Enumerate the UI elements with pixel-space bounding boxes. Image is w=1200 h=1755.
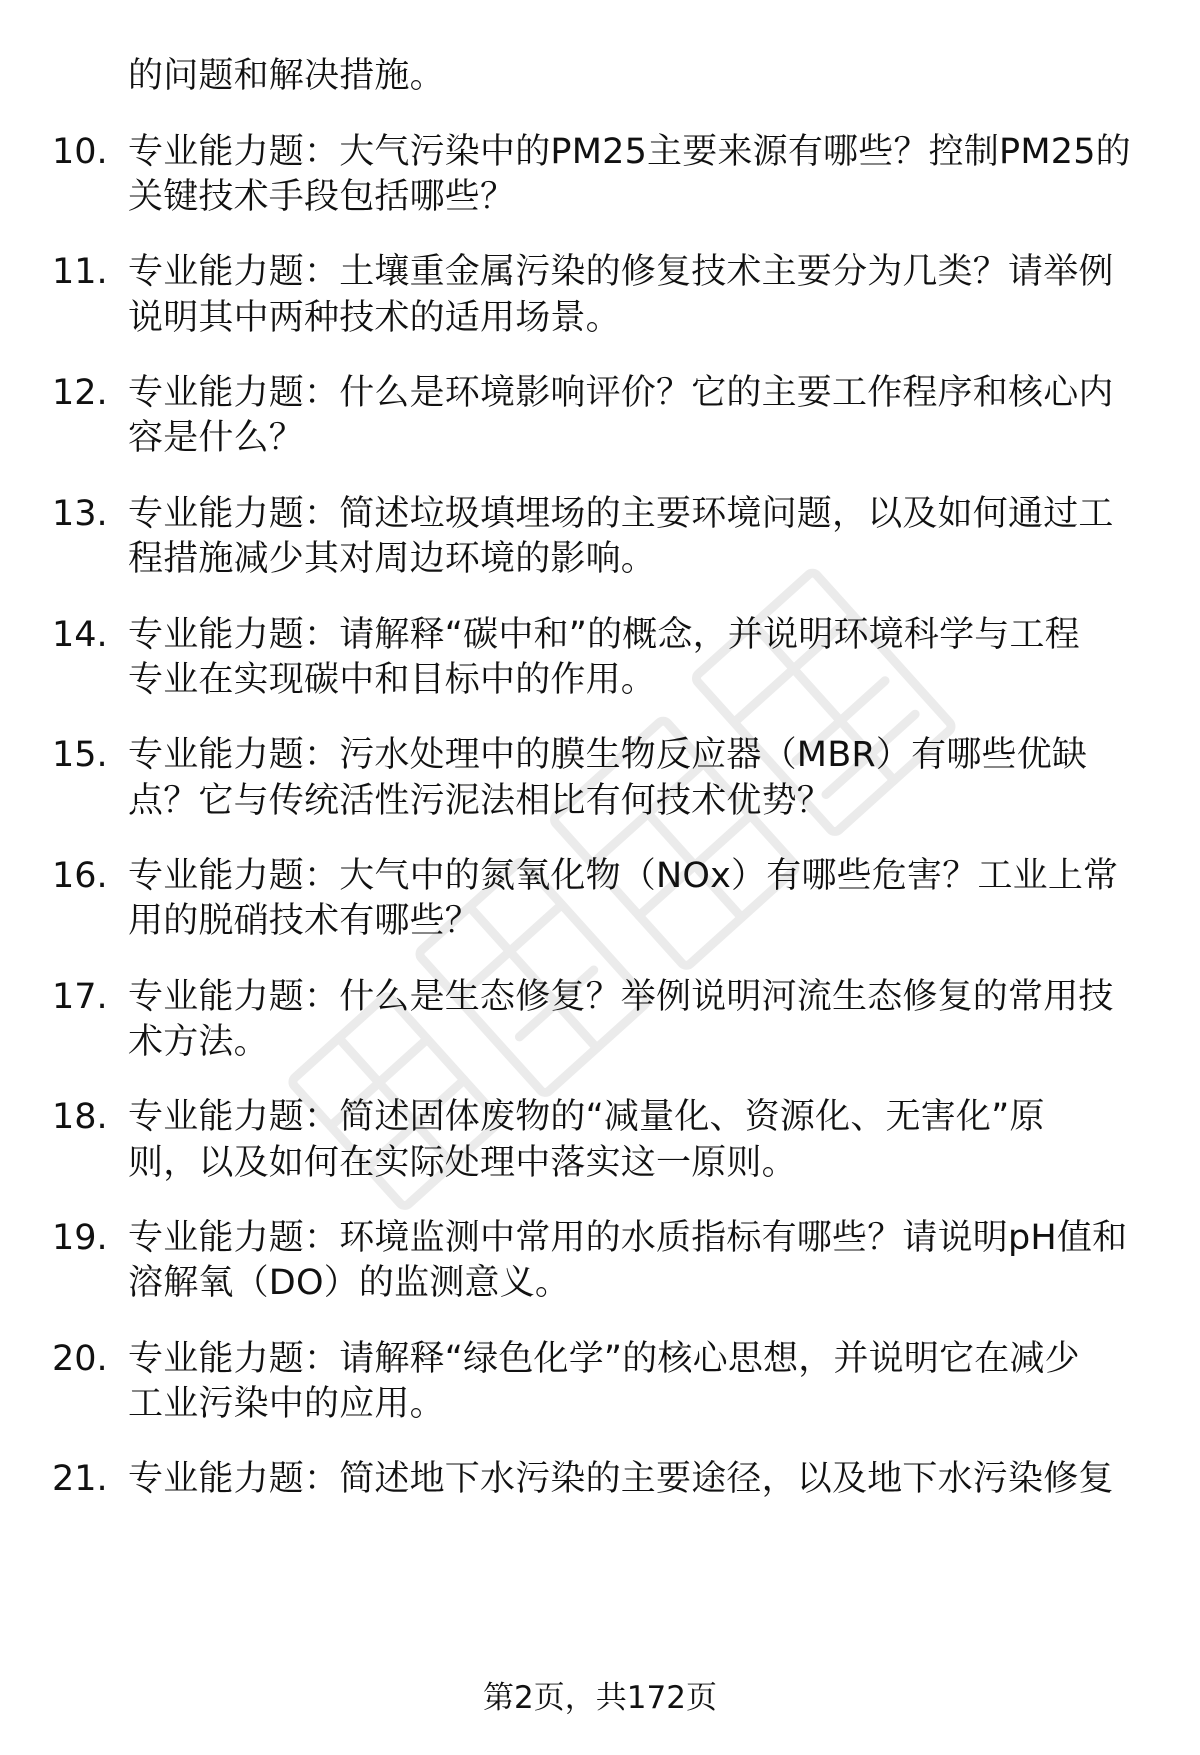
item-number: 21. <box>52 1459 108 1499</box>
item-number: 10. <box>52 132 108 172</box>
item-text-line: 专业能力题：请解释“碳中和”的概念，并说明环境科学与工程 <box>128 615 1080 655</box>
item-text-line: 程措施减少其对周边环境的影响。 <box>128 539 657 579</box>
item-text-line: 点？它与传统活性污泥法相比有何技术优势？ <box>128 781 833 821</box>
page-footer: 第2页，共172页 <box>483 1680 717 1716</box>
item-text-line: 专业在实现碳中和目标中的作用。 <box>128 660 657 700</box>
item-text-line: 专业能力题：什么是生态修复？举例说明河流生态修复的常用技 <box>128 977 1114 1017</box>
item-text-line: 专业能力题：大气中的氮氧化物（NOx）有哪些危害？工业上常 <box>128 856 1119 896</box>
item-text-line: 专业能力题：污水处理中的膜生物反应器（MBR）有哪些优缺 <box>128 735 1088 775</box>
item-number: 11. <box>52 252 108 292</box>
item-number: 19. <box>52 1218 108 1258</box>
item-text-line: 专业能力题：简述垃圾填埋场的主要环境问题，以及如何通过工 <box>128 494 1114 534</box>
item-number: 16. <box>52 856 108 896</box>
item-text-line: 工业污染中的应用。 <box>128 1384 445 1424</box>
continuation-text: 的问题和解决措施。 <box>128 56 445 96</box>
item-text-line: 则，以及如何在实际处理中落实这一原则。 <box>128 1143 797 1183</box>
item-text-line: 术方法。 <box>128 1022 269 1062</box>
item-text-line: 专业能力题：环境监测中常用的水质指标有哪些？请说明pH值和 <box>128 1218 1128 1258</box>
item-text-line: 溶解氧（DO）的监测意义。 <box>128 1263 571 1303</box>
item-text-line: 关键技术手段包括哪些？ <box>128 177 516 217</box>
item-text-line: 专业能力题：大气污染中的PM25主要来源有哪些？控制PM25的 <box>128 132 1131 172</box>
item-number: 14. <box>52 615 108 655</box>
item-text-line: 专业能力题：请解释“绿色化学”的核心思想，并说明它在减少 <box>128 1339 1080 1379</box>
item-text-line: 用的脱硝技术有哪些？ <box>128 901 481 941</box>
item-number: 20. <box>52 1339 108 1379</box>
item-text-line: 容是什么？ <box>128 418 305 458</box>
item-number: 17. <box>52 977 108 1017</box>
item-text-line: 专业能力题：什么是环境影响评价？它的主要工作程序和核心内 <box>128 373 1114 413</box>
item-number: 12. <box>52 373 108 413</box>
item-number: 15. <box>52 735 108 775</box>
item-text-line: 说明其中两种技术的适用场景。 <box>128 298 621 338</box>
item-text-line: 专业能力题：简述地下水污染的主要途径，以及地下水污染修复 <box>128 1459 1114 1499</box>
item-number: 18. <box>52 1097 108 1137</box>
item-text-line: 专业能力题：土壤重金属污染的修复技术主要分为几类？请举例 <box>128 252 1114 292</box>
item-text-line: 专业能力题：简述固体废物的“减量化、资源化、无害化”原 <box>128 1097 1045 1137</box>
item-number: 13. <box>52 494 108 534</box>
